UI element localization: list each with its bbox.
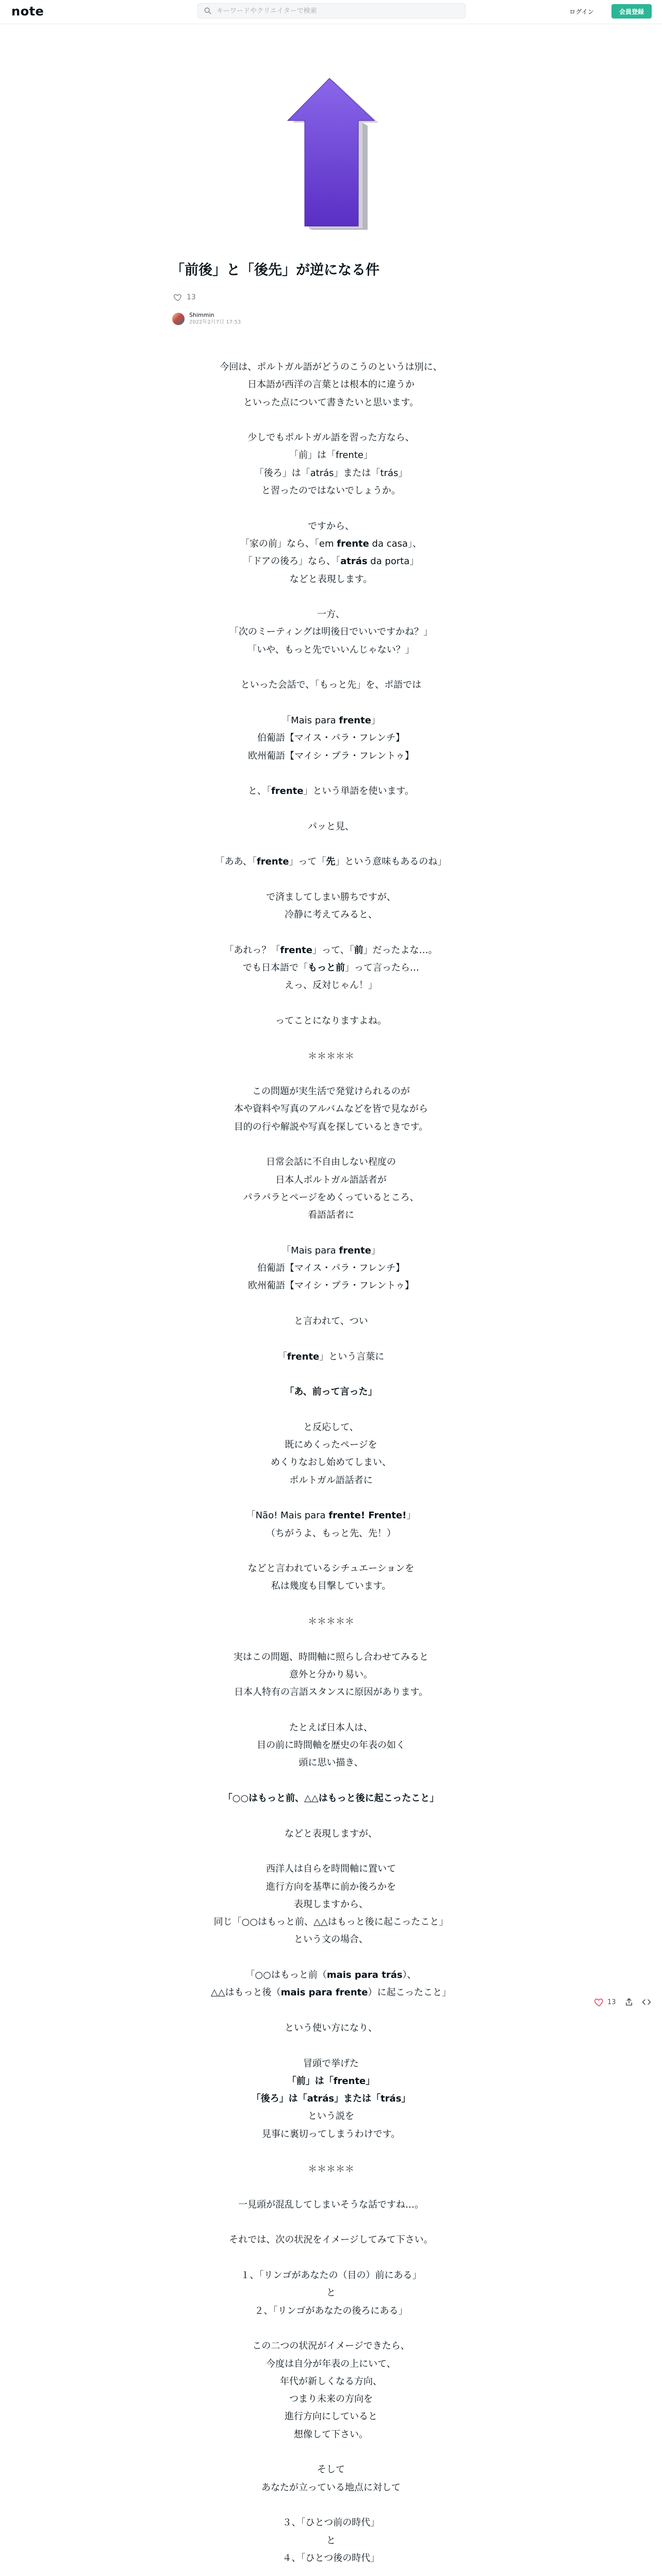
text-run: 実はこの問題、時間軸に照らし合わせてみると (234, 1651, 428, 1663)
text-run: という説を (308, 2111, 354, 2122)
emphasis-text: frente (271, 786, 304, 797)
arrow-eyecatch-image (280, 75, 384, 230)
post-date: 2022年2月7日 17:53 (189, 319, 241, 325)
emphasis-text: mais para trás (326, 1970, 403, 1981)
article-paragraph (155, 818, 507, 836)
emphasis-text: frente (339, 1245, 371, 1256)
article-paragraph (155, 1613, 507, 1631)
text-run: 「Mais para (282, 715, 339, 726)
article-title: 「前後」と「後先」が逆になる件 (171, 262, 379, 278)
article-paragraph (155, 1790, 507, 1807)
article-paragraph (155, 1507, 507, 1543)
text-run: と (326, 2287, 336, 2299)
text-run: 」という言葉に (319, 1351, 385, 1362)
text-run: 想像して下さい。 (294, 2429, 368, 2440)
text-run: ２、「リンゴがあなたの後ろにある」 (254, 2305, 408, 2316)
text-run: つまり未来の方向を (289, 2394, 373, 2405)
text-run: 西洋人は自らを時間軸に置いて (266, 1863, 396, 1875)
article-paragraph (155, 1313, 507, 1330)
text-run: 年代が新しくなる方向、 (280, 2376, 382, 2387)
text-run: ４、「ひとつ後の時代」 (282, 2552, 380, 2564)
text-run: でも日本語で「 (243, 962, 308, 974)
text-run: 「 (277, 1351, 287, 1362)
article-paragraph (155, 1383, 507, 1401)
article-paragraph (155, 676, 507, 694)
text-run: 見事に裏切ってしまうわけです。 (261, 2128, 401, 2140)
text-run: と習ったのではないでしょうか。 (261, 485, 401, 497)
signup-button[interactable]: 会員登録 (611, 4, 652, 19)
text-run: 同じ「○○はもっと前、△△はもっと後に起こったこと」 (213, 1917, 449, 1928)
article-paragraph (155, 1825, 507, 1843)
article-paragraph (155, 2514, 507, 2567)
text-run: ）に起こったこと」 (368, 1987, 452, 1998)
text-run: ポルトガル語話者に (289, 1475, 373, 1486)
article-paragraph (155, 2461, 507, 2497)
text-run: 冒頭で挙げた (303, 2058, 359, 2069)
text-run: といった点について書きたいと思います。 (243, 397, 419, 408)
text-run: 「○○はもっと前（ (245, 1970, 327, 1981)
text-run: などと表現しますが、 (285, 1828, 377, 1839)
heart-icon[interactable] (594, 1997, 604, 2007)
text-run: 欧州葡語【マイシ・プラ・フレントゥ】 (247, 1280, 415, 1292)
article-paragraph (155, 889, 507, 924)
text-run: 「前」は「frente」 (289, 450, 373, 461)
text-run: たとえば日本人は、 (289, 1722, 373, 1733)
emphasis-text: 「前」は「frente」 (287, 2075, 375, 2087)
article-paragraph (155, 1649, 507, 1702)
text-run: 少しでもポルトガル語を習った方なら、 (247, 432, 415, 444)
emphasis-text: 「○○はもっと前、△△はもっと後に起こったこと」 (223, 1793, 439, 1804)
emphasis-text: 「後ろ」は「atrás」または「trás」 (251, 2093, 411, 2105)
author-row (172, 312, 241, 326)
emphasis-text: atrás (340, 556, 368, 567)
text-run: 」だったよな…。 (363, 944, 438, 956)
text-run: 日本語が西洋の言葉とは根本的に違うか (247, 379, 415, 391)
text-run: ＊＊＊＊＊ (308, 1050, 354, 1062)
site-header (0, 0, 662, 24)
text-run: （ちがうよ、もっと先、先！） (266, 1528, 396, 1539)
text-run: 目の前に時間軸を歴史の年表の如く (257, 1740, 405, 1751)
text-run: 進行方向にしていると (285, 2411, 377, 2422)
text-run: 伯葡語【マイス・パラ・フレンチ】 (257, 1263, 405, 1274)
note-logo[interactable] (11, 3, 44, 20)
article-paragraph (155, 1242, 507, 1295)
text-run: 一見頭が混乱してしまいそうな話ですね…。 (238, 2199, 424, 2210)
text-run: 」 (406, 1510, 416, 1521)
text-run: 」という単語を使います。 (303, 786, 415, 797)
text-run: 進行方向を基準に前か後ろかを (266, 1881, 396, 1892)
text-run: ってことになりますよね。 (275, 1015, 387, 1026)
text-run: パラパラとページをめくっているところ、 (243, 1192, 419, 1203)
text-run: 表現しますから、 (294, 1899, 368, 1910)
text-run: ですから、 (308, 520, 354, 532)
text-run: 」って、「 (312, 944, 354, 956)
text-run: といった会話で、「もっと先」を、ポ語では (240, 680, 422, 691)
text-run: 「ドアの後ろ」なら、「 (243, 556, 341, 567)
article-paragraph (155, 518, 507, 588)
author-avatar[interactable] (172, 313, 185, 325)
text-run: △△はもっと後（ (210, 1987, 281, 1998)
heart-icon[interactable] (173, 293, 183, 302)
article-paragraph (155, 1967, 507, 2002)
text-run: 「ああ、「 (215, 856, 257, 868)
article-paragraph (155, 2055, 507, 2143)
text-run: 日常会話に不自由しない程度の (266, 1157, 396, 1168)
article-paragraph (155, 712, 507, 765)
logo-text: note (11, 4, 44, 19)
article-paragraph (155, 942, 507, 995)
article-paragraph (155, 2337, 507, 2444)
text-run: 日本人特有の言語スタンスに原因があります。 (234, 1687, 428, 1698)
article-paragraph (155, 1860, 507, 1948)
text-run: などと言われているシチュエーションを (247, 1563, 415, 1574)
article-paragraph (155, 1083, 507, 1136)
text-run: という文の場合、 (294, 1934, 368, 1945)
text-run: めくりなおし始めてしまい、 (271, 1457, 391, 1468)
text-run: 「あれっ？「 (224, 944, 280, 956)
article-paragraph (155, 606, 507, 659)
text-run: という使い方になり、 (285, 2022, 377, 2033)
text-run: この二つの状況がイメージできたら、 (252, 2341, 410, 2352)
like-row (173, 292, 196, 303)
emphasis-text: 先 (326, 856, 336, 868)
text-run: ３、「ひとつ前の時代」 (282, 2517, 380, 2529)
text-run: da porta」 (367, 556, 419, 567)
text-run: da casa」、 (369, 538, 422, 549)
text-run: １、「リンゴがあなたの（目の）前にある」 (240, 2270, 422, 2281)
search-input[interactable] (216, 7, 455, 15)
emphasis-text: 「あ、前って言った」 (285, 1386, 377, 1398)
text-run: 今度は自分が年表の上にいて、 (266, 2358, 396, 2369)
text-run: 「いや、もっと先でいいんじゃない？」 (247, 644, 415, 655)
text-run: 欧州葡語【マイシ・プラ・フレントゥ】 (247, 750, 415, 761)
like-count-floating: 13 (607, 1998, 616, 2006)
text-run: などと表現します。 (289, 573, 373, 585)
text-run: それでは、次の状況をイメージしてみて下さい。 (229, 2234, 433, 2246)
text-run: 既にめくったページを (285, 1439, 377, 1451)
login-button[interactable]: ログイン (569, 8, 594, 15)
embed-icon[interactable] (642, 1997, 651, 2007)
emphasis-text: frente! Frente! (328, 1510, 407, 1521)
search-box[interactable] (197, 3, 466, 19)
author-name[interactable]: Shimmin (189, 312, 214, 318)
text-run: ＊＊＊＊＊ (308, 2164, 354, 2175)
text-run: 本や資料や写真のアルバムなどを皆で見ながら (234, 1104, 428, 1115)
text-run: 一方、 (317, 609, 345, 620)
text-run: と言われて、つい (294, 1316, 368, 1327)
article-paragraph (155, 1419, 507, 1489)
emphasis-text: 前 (354, 944, 363, 956)
text-run: 」 (371, 715, 380, 726)
text-run: ＊＊＊＊＊ (308, 1616, 354, 1628)
text-run: ）、 (402, 1970, 417, 1981)
text-run: あなたが立っている地点に対して (261, 2482, 401, 2493)
text-run: 「家の前」なら、「em (240, 538, 337, 549)
text-run: 頭に思い描き、 (299, 1757, 363, 1769)
text-run: 」 (371, 1245, 380, 1256)
text-run: 今回は、ポルトガル語がどうのこうのというは別に、 (220, 362, 442, 372)
text-run: 冷静に考えてみると、 (285, 909, 377, 921)
emphasis-text: frente (287, 1351, 320, 1362)
article-paragraph (155, 2196, 507, 2214)
emphasis-text: frente (280, 944, 312, 956)
text-run: 日本人ポルトガル語話者が (275, 1174, 387, 1185)
article-paragraph (155, 1719, 507, 1772)
article-body (155, 359, 507, 2576)
text-run: パッと見、 (308, 821, 354, 832)
search-icon (204, 7, 211, 14)
text-run: 」って「 (289, 856, 326, 868)
text-run: と (326, 2535, 336, 2546)
text-run: 」という意味もあるのね」 (335, 856, 447, 868)
article-paragraph (155, 2020, 507, 2037)
article-paragraph (155, 1154, 507, 1224)
article-paragraph (155, 359, 507, 412)
text-run: 看語話者に (308, 1210, 354, 1221)
emphasis-text: frente (337, 538, 369, 549)
article-paragraph (155, 783, 507, 800)
text-run: 「次のミーティングは明後日でいいですかね？」 (229, 626, 433, 638)
text-run: と、「 (247, 786, 271, 797)
text-run: 伯葡語【マイス・パラ・フレンチ】 (257, 733, 405, 744)
text-run: 目的の行や解説や写真を探しているときです。 (234, 1121, 428, 1132)
text-run: 「Não! Mais para (246, 1510, 329, 1521)
article-paragraph (155, 1560, 507, 1596)
text-run: そして (317, 2464, 345, 2476)
text-run: 「Mais para (282, 1245, 339, 1256)
article-paragraph (155, 1048, 507, 1065)
text-run: この問題が実生活で発覚けられるのが (252, 1086, 410, 1097)
text-run: と反応して、 (303, 1421, 359, 1433)
share-icon[interactable] (624, 1997, 634, 2007)
text-run: えっ、反対じゃん！」 (285, 980, 377, 991)
floating-action-bar (594, 1996, 659, 2008)
text-run: で済ましてしまい勝ちですが、 (266, 891, 396, 903)
emphasis-text: frente (339, 715, 371, 726)
emphasis-text: mais para frente (280, 1987, 368, 1998)
text-run: 「後ろ」は「atrás」または「trás」 (254, 467, 408, 479)
article-paragraph (155, 1348, 507, 1366)
text-run: 」って言ったら… (345, 962, 419, 974)
article-paragraph (155, 2161, 507, 2178)
article-paragraph (155, 2231, 507, 2249)
like-count: 13 (187, 293, 196, 301)
text-run: 私は幾度も目撃しています。 (271, 1581, 391, 1592)
article-paragraph (155, 853, 507, 871)
text-run: 意外と分かり易い。 (289, 1669, 373, 1680)
emphasis-text: frente (256, 856, 289, 868)
article-paragraph (155, 429, 507, 500)
article-paragraph (155, 2267, 507, 2320)
emphasis-text: もっと前 (308, 962, 345, 974)
article-paragraph (155, 1012, 507, 1030)
